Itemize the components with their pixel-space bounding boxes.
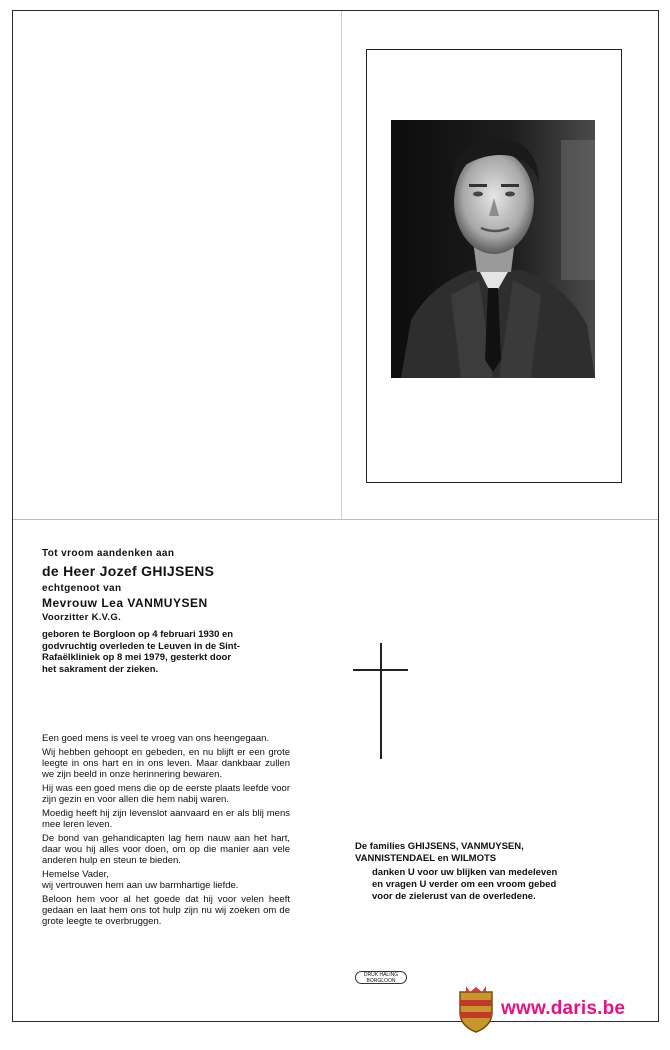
thanks-line: voor de zielerust van de overledene. [372,891,536,902]
thanks-line: en vragen U verder om een vroom gebed [372,879,557,890]
poem-stanza: Moedig heeft hij zijn levenslot aanvaard en er als blij mens mee leren leven. [42,807,290,830]
families-heading [355,841,524,865]
photo-frame [366,49,622,483]
fold-line-vertical [341,11,342,519]
cross-icon [380,643,382,759]
poem-stanza: wij vertrouwen hem aan uw barmhartige liefde. [42,879,239,891]
bio-line: Rafaëlkliniek op 8 mei 1979, gesterkt door [42,652,232,663]
bio-line: het sakrament der zieken. [42,663,159,675]
spouse-label: echtgenoot van [42,583,122,594]
poem-stanza: De bond van gehandicapten lag hem nauw aan het hart, daar wou hij alles voor doen, om op die manier aan vele anderen hulp en steun te bieden. [42,832,290,867]
thanks-line: danken U voor uw blijken van medeleven [372,867,558,878]
families-line: De families GHIJSENS, VANMUYSEN, [355,841,524,852]
role-text: Voorzitter K.V.G. [42,612,122,623]
spouse-name: Mevrouw Lea VANMUYSEN [42,596,208,610]
bio-line: geboren te Borgloon op 4 februari 1930 en [42,629,234,640]
bio-paragraph [42,629,290,675]
printer-line: DRUK HALING [363,972,399,978]
portrait-photo [391,120,595,378]
crest-icon [456,986,496,1034]
poem-stanza: Hij was een goed mens die op de eerste plaats leefde voor zijn gezin en voor allen die hem nabij waren. [42,782,290,806]
poem-stanza: Hemelse Vader, [42,868,109,880]
poem-stanza: Een goed mens is veel te vroeg van ons heengegaan. [42,733,270,744]
printer-line: BORGLOON [366,977,396,984]
families-line: VANNISTENDAEL en WILMOTS [355,853,497,864]
poem [42,733,290,930]
printer-mark [355,971,407,984]
bio-line: godvruchtig overleden te Leuven in de Sint- [42,640,240,652]
poem-stanza: Beloon hem voor al het goede dat hij voor velen heeft gedaan en laat hem ons tot hulp zijn nu wij zoeken om de grote leegte te overbruggen. [42,893,290,928]
watermark-link[interactable]: www.daris.be [501,998,626,1019]
deceased-name: de Heer Jozef GHIJSENS [42,563,215,579]
cross-icon-bar [353,669,408,671]
fold-line-horizontal [13,519,658,520]
poem-stanza: Wij hebben gehoopt en gebeden, en nu blijft er een grote leegte in ons hart en in ons leven. Maar dankbaar zullen we zijn beeld in onze herinnering bewaren. [42,746,290,781]
intro-text: Tot vroom aandenken aan [42,548,175,559]
thanks-text [372,867,557,903]
